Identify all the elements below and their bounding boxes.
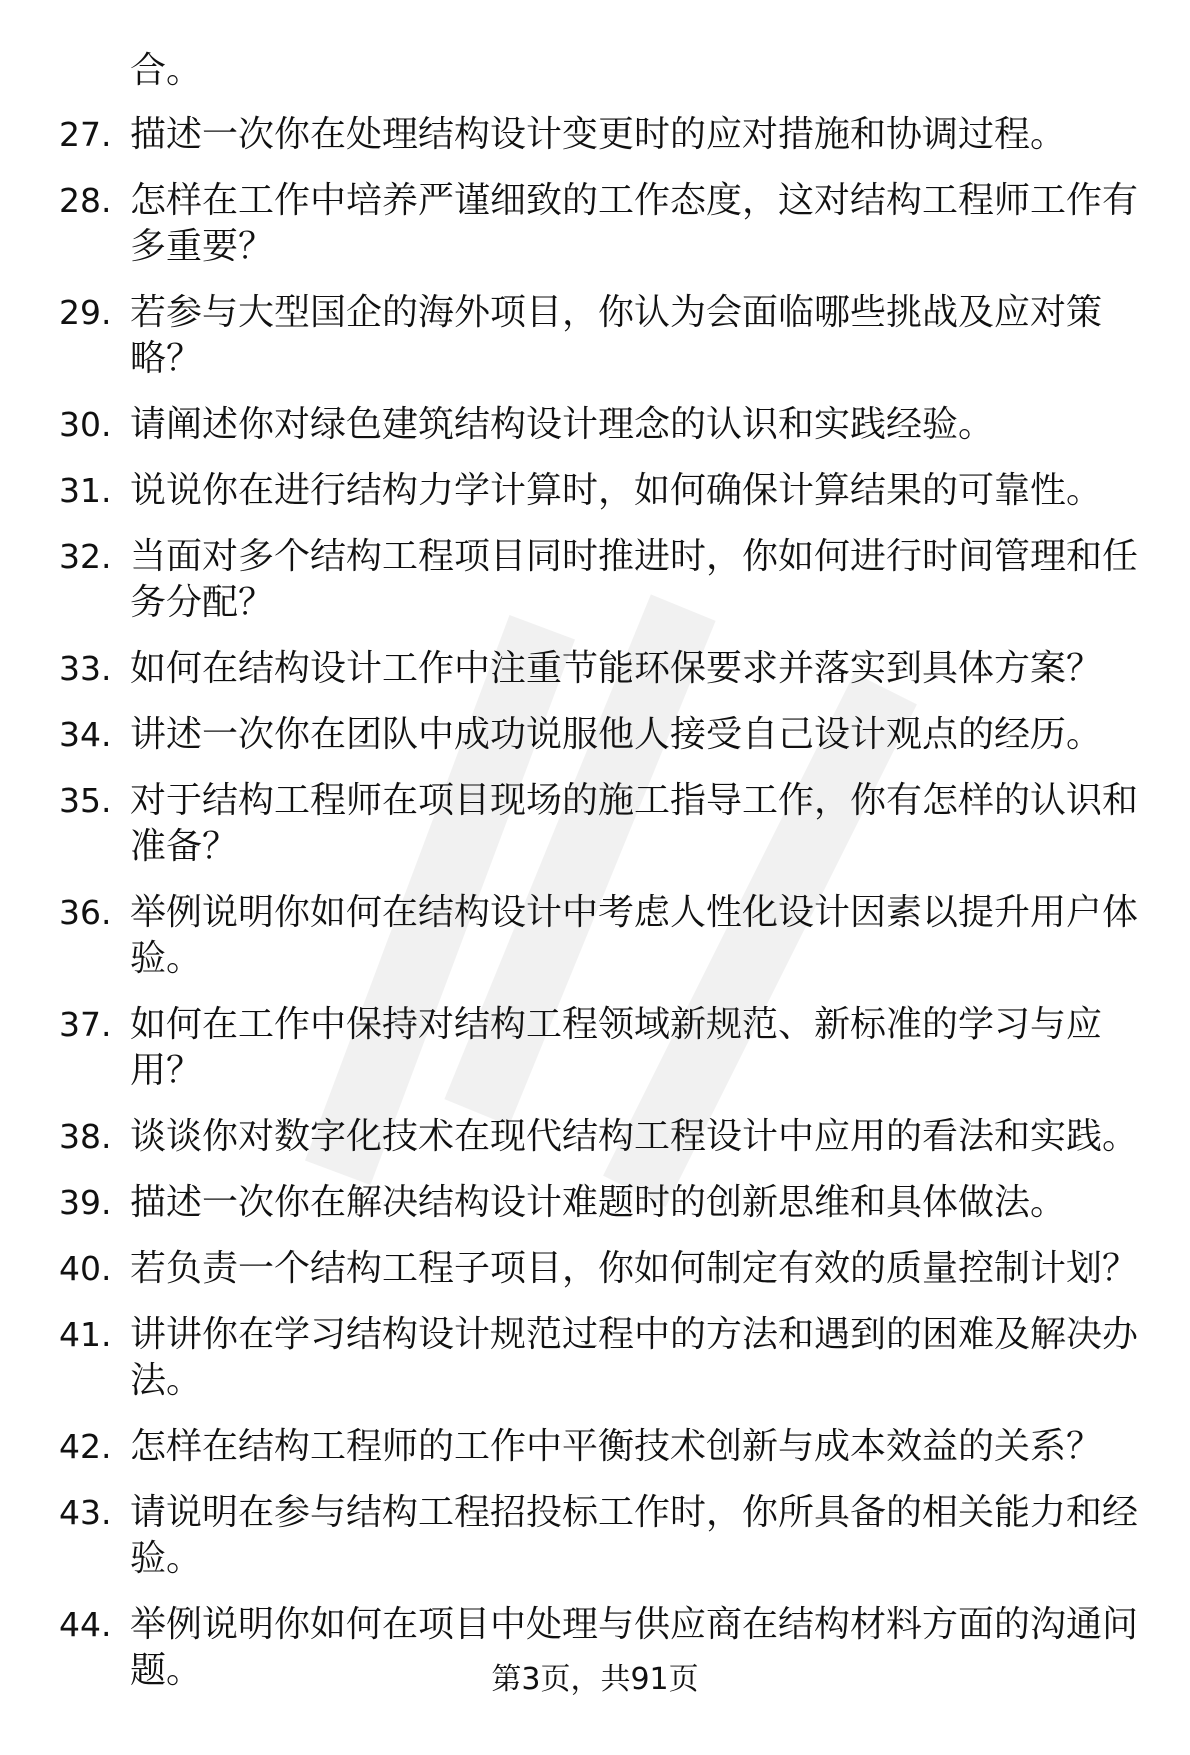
- question-text: [130, 646, 1140, 692]
- question-text: [130, 890, 1140, 982]
- question-text: [130, 1246, 1140, 1292]
- question-text: [130, 534, 1140, 626]
- question-text-line: 准备？: [130, 826, 239, 867]
- question-text-line: 当面对多个结构工程项目同时推进时，你如何进行时间管理和任: [130, 536, 1139, 577]
- question-text-line: 讲讲你在学习结构设计规范过程中的方法和遇到的困难及解决办: [130, 1314, 1139, 1355]
- question-number: 35.: [59, 781, 112, 820]
- question-text: [130, 1312, 1140, 1404]
- question-text-line: 题。: [130, 1650, 203, 1691]
- question-text-line: 法。: [130, 1360, 203, 1401]
- question-text-line: 说说你在进行结构力学计算时，如何确保计算结果的可靠性。: [130, 470, 1103, 511]
- question-text-line: 多重要？: [130, 226, 275, 267]
- continuation-text: 合。: [130, 50, 203, 91]
- question-text: [130, 712, 1140, 758]
- question-text-line: 请说明在参与结构工程招投标工作时，你所具备的相关能力和经: [130, 1492, 1139, 1533]
- question-number: 42.: [59, 1427, 112, 1466]
- question-number: 31.: [59, 471, 112, 510]
- question-number: 33.: [59, 649, 112, 688]
- question-text-line: 若参与大型国企的海外项目，你认为会面临哪些挑战及应对策: [130, 292, 1103, 333]
- question-number: 27.: [59, 115, 112, 154]
- question-number: 39.: [59, 1183, 112, 1222]
- question-text-line: 用？: [130, 1050, 203, 1091]
- question-text-line: 如何在结构设计工作中注重节能环保要求并落实到具体方案？: [130, 648, 1103, 689]
- question-number: 28.: [59, 181, 112, 220]
- question-text-line: 务分配？: [130, 582, 275, 623]
- question-text: [130, 112, 1140, 158]
- question-text: [130, 402, 1140, 448]
- question-text: [130, 468, 1140, 514]
- question-text: [130, 1002, 1140, 1094]
- question-number: 29.: [59, 293, 112, 332]
- page-footer: 第3页，共91页: [491, 1662, 699, 1697]
- question-text: [130, 1114, 1140, 1160]
- question-text: [130, 1490, 1140, 1582]
- question-number: 41.: [59, 1315, 112, 1354]
- question-number: 43.: [59, 1493, 112, 1532]
- question-text-line: 若负责一个结构工程子项目，你如何制定有效的质量控制计划？: [130, 1248, 1139, 1289]
- question-text: [130, 1424, 1140, 1470]
- question-number: 30.: [59, 405, 112, 444]
- question-text: [130, 1180, 1140, 1226]
- question-text-line: 举例说明你如何在结构设计中考虑人性化设计因素以提升用户体: [130, 892, 1139, 933]
- question-text: [130, 778, 1140, 870]
- question-text: [130, 290, 1140, 382]
- question-text-line: 谈谈你对数字化技术在现代结构工程设计中应用的看法和实践。: [130, 1116, 1139, 1157]
- question-text-line: 对于结构工程师在项目现场的施工指导工作，你有怎样的认识和: [130, 780, 1139, 821]
- question-text-line: 验。: [130, 938, 203, 979]
- question-text-line: 怎样在结构工程师的工作中平衡技术创新与成本效益的关系？: [130, 1426, 1103, 1467]
- question-text: [130, 178, 1140, 270]
- question-text-line: 描述一次你在处理结构设计变更时的应对措施和协调过程。: [130, 114, 1067, 155]
- question-number: 40.: [59, 1249, 112, 1288]
- question-number: 44.: [59, 1605, 112, 1644]
- question-text-line: 讲述一次你在团队中成功说服他人接受自己设计观点的经历。: [130, 714, 1103, 755]
- question-text-line: 描述一次你在解决结构设计难题时的创新思维和具体做法。: [130, 1182, 1067, 1223]
- question-text-line: 略？: [130, 338, 203, 379]
- question-number: 38.: [59, 1117, 112, 1156]
- question-number: 37.: [59, 1005, 112, 1044]
- question-text-line: 举例说明你如何在项目中处理与供应商在结构材料方面的沟通问: [130, 1604, 1139, 1645]
- question-number: 36.: [59, 893, 112, 932]
- question-number: 34.: [59, 715, 112, 754]
- question-text-line: 验。: [130, 1538, 203, 1579]
- question-text-line: 请阐述你对绿色建筑结构设计理念的认识和实践经验。: [130, 404, 995, 445]
- question-text-line: 怎样在工作中培养严谨细致的工作态度，这对结构工程师工作有: [130, 180, 1139, 221]
- question-text-line: 如何在工作中保持对结构工程领域新规范、新标准的学习与应: [130, 1004, 1103, 1045]
- question-number: 32.: [59, 537, 112, 576]
